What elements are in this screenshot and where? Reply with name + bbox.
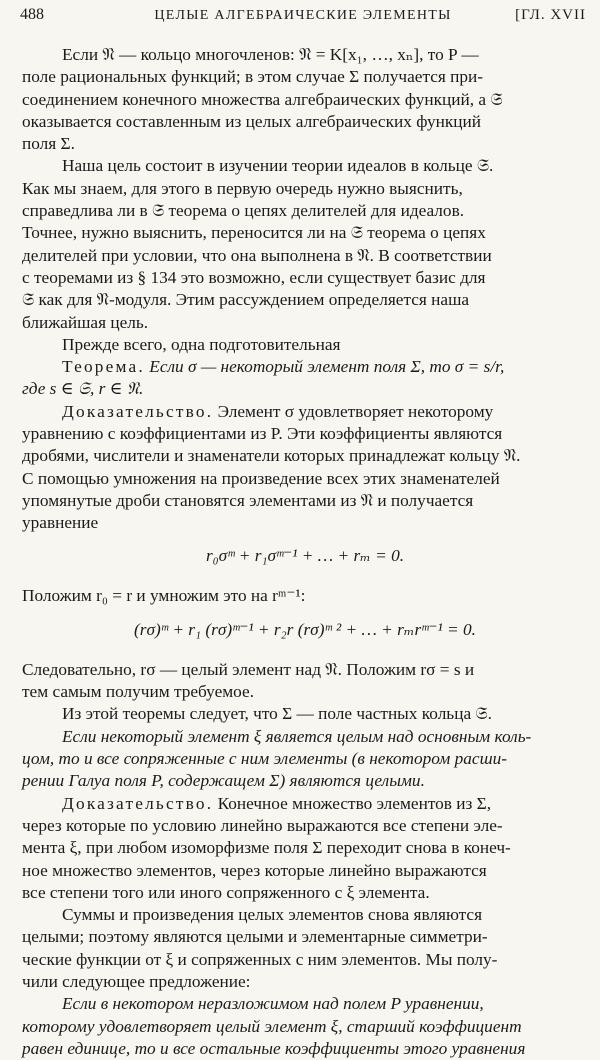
formula-2: (rσ)ᵐ + r₁ (rσ)ᵐ⁻¹ + r₂r (rσ)ᵐ ² + … + rₘrᵐ⁻¹ = 0. (134, 619, 476, 639)
text-line: упомянутые дроби становятся элементами из 𝔑 и получается (22, 490, 474, 510)
formula-1: r₀σᵐ + r₁σᵐ⁻¹ + … + rₘ = 0. (205, 545, 405, 565)
text-line: ближайшая цель. (22, 312, 149, 332)
text-line: поле рациональных функций; в этом случае Σ получается при- (22, 67, 484, 87)
text-line: ное множество элементов, через которые линейно выражаются (22, 860, 487, 880)
statement-line: рении Галуа поля P, содержащем Σ) являются целыми. (22, 771, 425, 791)
proof-text: Конечное множество элементов из Σ, (217, 793, 492, 813)
text-line: делителей при условии, что она выполнена в 𝔑. В соответствии (22, 245, 492, 265)
text-line: С помощью умножения на произведение всех этих знаменателей (22, 468, 500, 488)
text-line: целыми; поэтому являются целыми и элементарные симметри- (22, 927, 488, 947)
text-line: Как мы знаем, для этого в первую очередь нужно выяснить, (22, 178, 463, 198)
text-line: 𝔖 как для 𝔑-модуля. Этим рассуждением определяется наша (22, 290, 470, 310)
statement-line: Если в некотором неразложимом над полем P уравнении, (62, 994, 484, 1014)
proof-label: Доказательство. (62, 793, 214, 813)
proof-line (22, 793, 588, 815)
text-line: Положим r₀ = r и умножим это на rᵐ⁻¹: (22, 585, 306, 605)
text-line: ческие функции от ξ и сопряженных с ним элементов. Мы полу- (22, 949, 498, 969)
text-line: поля Σ. (22, 134, 75, 154)
text-line: Суммы и произведения целых элементов снова являются (62, 905, 483, 925)
page-body (22, 44, 588, 1060)
page-number: 488 (20, 6, 44, 23)
running-header (20, 6, 586, 30)
theorem-text: Если σ — некоторый элемент поля Σ, то σ = s/r, (149, 357, 505, 377)
running-title: ЦЕЛЫЕ АЛГЕБРАИЧЕСКИЕ ЭЛЕМЕНТЫ (154, 8, 452, 23)
text-line: Наша цель состоит в изучении теории идеалов в кольце 𝔖. (62, 156, 494, 176)
text-line: через которые по условию линейно выражаются все степени эле- (22, 815, 503, 835)
statement-line: равен единице, то и все остальные коэффициенты этого уравнения (22, 1038, 526, 1058)
statement-line: цом, то и все сопряженные с ним элементы (в некотором расши- (22, 749, 508, 769)
text-line: где s ∈ 𝔖, r ∈ 𝔑. (22, 379, 144, 399)
proof-text: Элемент σ удовлетворяет некоторому (217, 401, 494, 421)
chapter-label: [ГЛ. XVII (515, 7, 586, 23)
statement-line: которому удовлетворяет целый элемент ξ, старший коэффициент (22, 1016, 522, 1036)
text-line: с теоремами из § 134 это возможно, если существует базис для (22, 267, 486, 287)
proof-label: Доказательство. (62, 401, 214, 421)
text-line: Прежде всего, одна подготовительная (62, 334, 341, 354)
text-line: уравнение (22, 513, 99, 533)
text-line: соединением конечного множества алгебраических функций, а 𝔖 (22, 89, 503, 109)
theorem-line (22, 356, 588, 378)
statement-line: Если некоторый элемент ξ является целым над основным коль- (62, 726, 532, 746)
text-line: Из этой теоремы следует, что Σ — поле частных кольца 𝔖. (62, 704, 492, 724)
text-line: дробями, числители и знаменатели которых принадлежат кольцу 𝔑. (22, 446, 521, 466)
text-line: справедлива ли в 𝔖 теорема о цепях делителей для идеалов. (22, 201, 465, 221)
text-line: все степени того или иного сопряженного с ξ элемента. (22, 882, 430, 902)
text-line: Точнее, нужно выяснить, переносится ли на 𝔖 теорема о цепях (22, 223, 486, 243)
text-line: Следовательно, rσ — целый элемент над 𝔑. Положим rσ = s и (22, 659, 475, 679)
text-line: чили следующее предложение: (22, 971, 251, 991)
text-line: оказывается составленным из целых алгебраических функций (22, 111, 481, 131)
text-line: тем самым получим требуемое. (22, 682, 255, 702)
proof-line (22, 401, 588, 423)
text-line: Если 𝔑 — кольцо многочленов: 𝔑 = K[x₁, …, xₙ], то P — (62, 45, 479, 64)
text-line: мента ξ, при любом изоморфизме поля Σ переходит снова в конеч- (22, 838, 511, 858)
theorem-label: Теорема. (62, 357, 145, 377)
text-line: уравнению с коэффициентами из P. Эти коэффициенты являются (22, 424, 503, 444)
